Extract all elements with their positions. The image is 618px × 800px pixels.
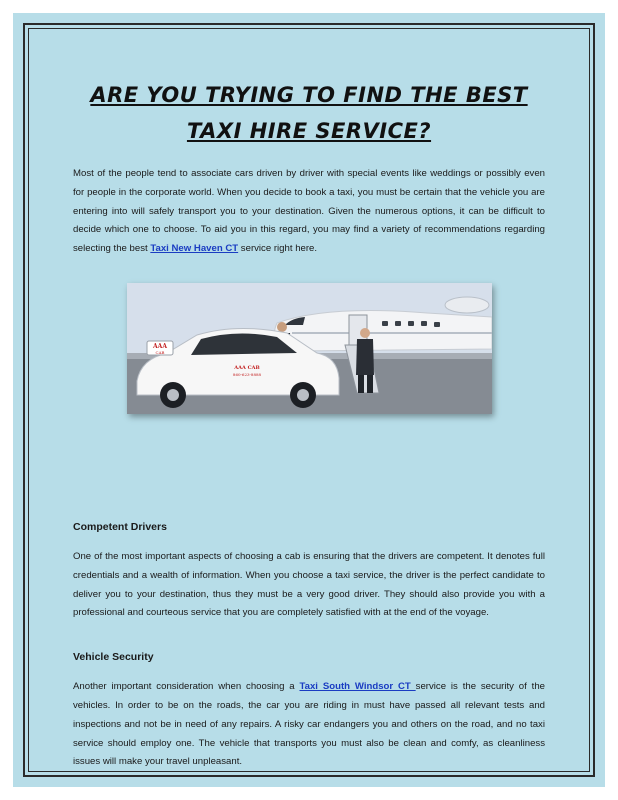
security-text-start: Another important consideration when choosing a [73, 681, 300, 693]
security-text-end: service is the security of the vehicles. In order to be on the roads, the car you are riding in must have passed all relevant tests and inspections and not be in need of any repairs. A risky car endangers you and others on the road, and no taxi service should employ one. The vehicle that transports you must also be clean and comfy, as cleanliness issues will make your travel unpleasant. [73, 681, 545, 768]
document-page [13, 13, 605, 787]
section-heading-competent-drivers: Competent Drivers [73, 520, 167, 533]
intro-text-end: service right here. [238, 243, 318, 255]
taxi-photo [127, 283, 492, 414]
car-sign-subtext: CAB [155, 349, 164, 355]
intro-paragraph [73, 165, 545, 259]
intro-text-start: Most of the people tend to associate cars driven by driver with special events like weddings or possibly even for people in the corporate world. When you decide to book a taxi, you must be certain that the vehicle you are entering into will safely transport you to your destination. Given the numerous options, it can be difficult to decide which one to choose. To aid you in this regard, you may find a variety of recommendations regarding selecting the best [73, 168, 545, 255]
car-sign-text: AAA [152, 342, 167, 350]
page-title: ARE YOU TRYING TO FIND THE BEST TAXI HIRE SERVICE? [90, 83, 528, 143]
vehicle-security-paragraph [73, 678, 545, 772]
competent-drivers-paragraph: One of the most important aspects of choosing a cab is ensuring that the drivers are competent. It denotes full credentials and a wealth of information. When you choose a taxi service, the driver is the perfect candidate to deliver you to your destination, thus they must be a very good driver. They should also provide you with a professional and courteous service that you are completely satisfied with at the end of the voyage. [73, 550, 545, 619]
document-content [73, 77, 545, 772]
taxi-airport-illustration [127, 283, 492, 414]
taxi-new-haven-link[interactable]: Taxi New Haven CT [150, 243, 239, 255]
taxi-south-windsor-link[interactable]: Taxi South Windsor CT [299, 681, 416, 693]
section-heading-vehicle-security: Vehicle Security [73, 651, 154, 664]
car-door-text: AAA CAB [233, 364, 260, 371]
car-phone-text: 860-623-8888 [232, 371, 261, 377]
